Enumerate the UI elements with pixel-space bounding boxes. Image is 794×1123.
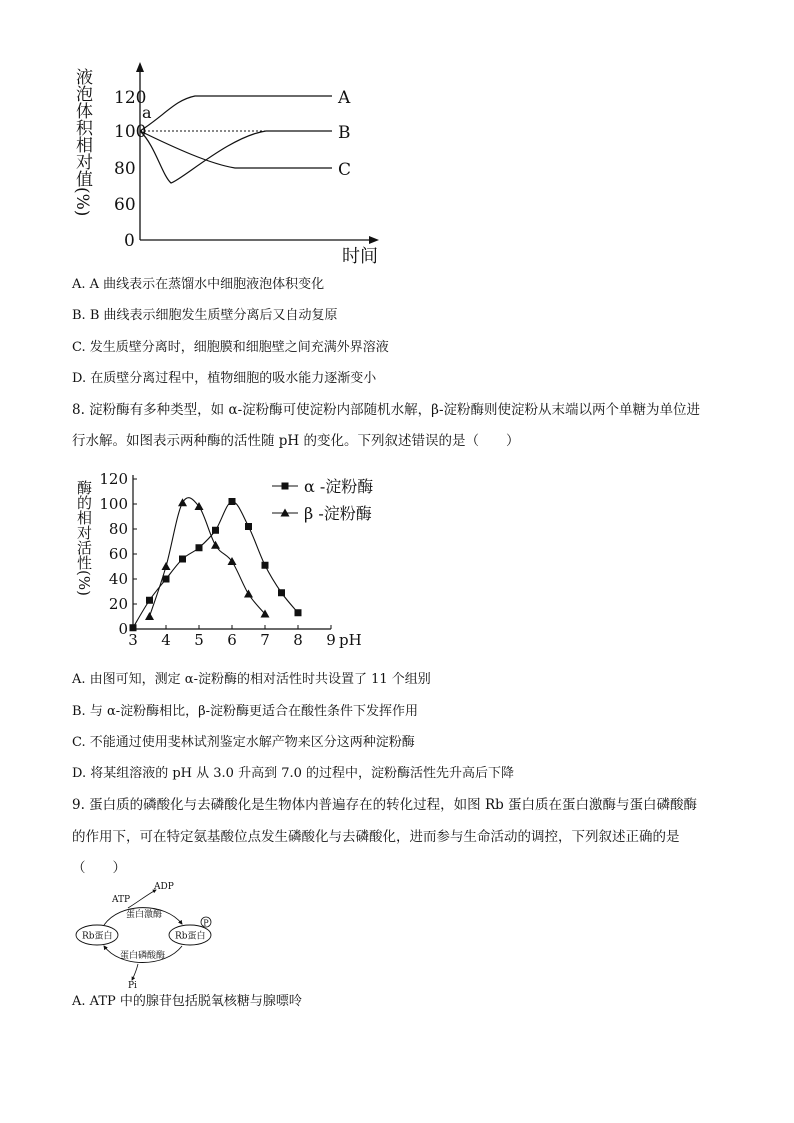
beta-data-point [162, 562, 171, 570]
alpha-data-point [278, 589, 285, 596]
x-axis-label: pH [339, 631, 362, 649]
pi-label: Pi [128, 981, 137, 991]
curve-b [140, 131, 332, 183]
alpha-data-point [245, 523, 252, 530]
q8-option-b: B. 与 α-淀粉酶相比，β-淀粉酶更适合在酸性条件下发挥作用 [72, 704, 419, 719]
q8-stem-line2: 行水解。如图表示两种酶的活性随 pH 的变化。下列叙述错误的是（ ） [72, 433, 520, 449]
q8-stem-line1: 8. 淀粉酶有多种类型，如 α-淀粉酶可使淀粉内部随机水解，β-淀粉酶则使淀粉从末端以两个单糖为单位进 [72, 402, 701, 418]
y-tick-label: 40 [108, 570, 128, 588]
phosphate-group-label: P [203, 918, 209, 928]
x-axis-arrow-icon [369, 236, 379, 244]
q9-stem-line3: （ ） [72, 860, 126, 876]
q8-option-c: C. 不能通过使用斐林试剂鉴定水解产物来区分这两种淀粉酶 [72, 735, 415, 750]
alpha-data-point [163, 576, 170, 583]
rb-phosphorylation-diagram [70, 878, 230, 990]
alpha-data-point [212, 527, 219, 534]
x-tick-label: 4 [161, 631, 171, 649]
y-tick-label: 60 [108, 545, 128, 563]
q9-stem-line2: 的作用下，可在特定氨基酸位点发生磷酸化与去磷酸化，进而参与生命活动的调控，下列叙述正确的是 [72, 829, 680, 845]
atp-label: ATP [112, 895, 131, 905]
alpha-data-point [179, 556, 186, 563]
ytick-60: 60 [114, 195, 136, 215]
ytick-0: 0 [124, 231, 135, 251]
vacuole-volume-chart [70, 60, 390, 270]
series-line-alpha [133, 501, 298, 627]
q8-option-a: A. 由图可知，测定 α-淀粉酶的相对活性时共设置了 11 个组别 [72, 672, 431, 687]
legend-label: β -淀粉酶 [304, 504, 372, 523]
x-tick-label: 6 [227, 631, 237, 649]
kinase-label: 蛋白激酶 [126, 910, 163, 920]
y-tick-label: 20 [108, 595, 128, 613]
q7-option-b: B. B 曲线表示细胞发生质壁分离后又自动复原 [72, 308, 338, 323]
alpha-data-point [146, 597, 153, 604]
alpha-data-point [196, 544, 203, 551]
y-tick-label: 120 [99, 470, 128, 488]
pi-arrow [132, 964, 138, 980]
y-tick-label: 100 [99, 495, 128, 513]
series-line-beta [150, 498, 266, 617]
x-tick-label: 7 [260, 631, 270, 649]
curve-label-c: C [338, 160, 352, 180]
ytick-80: 80 [114, 159, 136, 179]
alpha-data-point [229, 498, 236, 505]
point-a-label: a [142, 103, 152, 122]
beta-data-point [211, 541, 220, 549]
amylase-activity-chart [75, 466, 378, 656]
chart1-ylabel: 液泡体积相对值(%) [72, 68, 92, 217]
q7-option-a: A. A 曲线表示在蒸馏水中细胞液泡体积变化 [72, 277, 325, 292]
curve-label-a: A [338, 88, 351, 108]
q8-option-d: D. 将某组溶液的 pH 从 3.0 升高到 7.0 的过程中，淀粉酶活性先升高后下降 [72, 766, 515, 781]
alpha-data-point [295, 609, 302, 616]
q9-option-a: A. ATP 中的腺苷包括脱氧核糖与腺嘌呤 [72, 994, 302, 1009]
curve-c [140, 131, 332, 168]
q7-option-d: D. 在质壁分离过程中，植物细胞的吸水能力逐渐变小 [72, 371, 377, 386]
q7-option-c: C. 发生质壁分离时，细胞膜和细胞壁之间充满外界溶液 [72, 340, 389, 355]
rb-protein-right-label: Rb蛋白 [175, 931, 206, 942]
legend-marker [282, 483, 289, 490]
legend-label: α -淀粉酶 [304, 477, 374, 496]
curve-a [140, 96, 332, 131]
ytick-120: 120 [114, 88, 147, 108]
y-tick-label: 80 [108, 520, 128, 538]
ytick-100: 100 [114, 122, 147, 142]
beta-data-point [244, 590, 253, 598]
beta-data-point [145, 612, 154, 620]
y-tick-label: 0 [118, 620, 128, 638]
x-tick-label: 5 [194, 631, 204, 649]
x-tick-label: 8 [293, 631, 303, 649]
chart1-xlabel: 时间 [342, 246, 378, 267]
atp-adp-arrow [128, 890, 156, 908]
adp-label: ADP [154, 882, 174, 892]
phosphatase-label: 蛋白磷酸酶 [120, 951, 166, 961]
y-axis-label: 酶的相对活性(%) [75, 480, 93, 596]
rb-protein-left-label: Rb蛋白 [82, 931, 113, 942]
q9-stem-line1: 9. 蛋白质的磷酸化与去磷酸化是生物体内普遍存在的转化过程，如图 Rb 蛋白质在蛋白激酶与蛋白磷酸酶 [72, 797, 698, 813]
x-tick-label: 9 [326, 631, 336, 649]
x-tick-label: 3 [128, 631, 138, 649]
curve-label-b: B [338, 123, 351, 143]
y-axis-arrow-icon [136, 62, 144, 72]
alpha-data-point [262, 562, 269, 569]
alpha-data-point [130, 624, 137, 631]
